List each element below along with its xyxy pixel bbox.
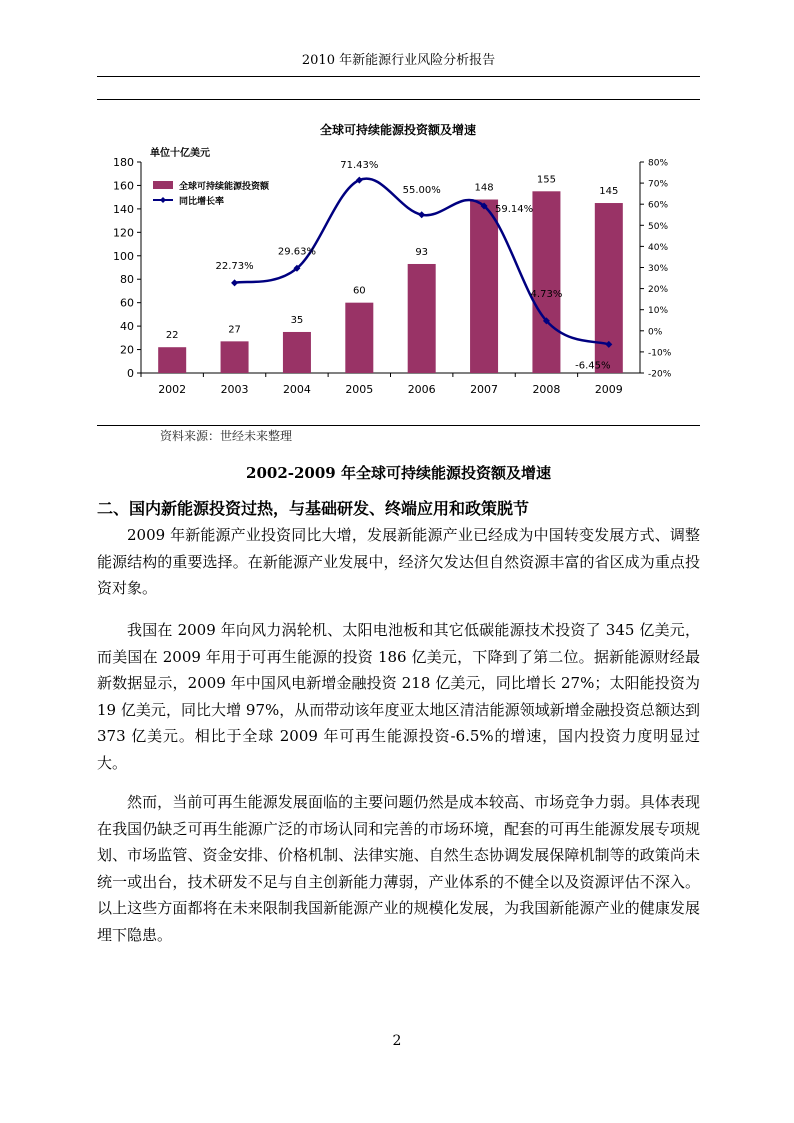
x-tick-label: 2004: [282, 383, 311, 396]
bar-value-label: 35: [290, 314, 304, 326]
x-tick-label: 2005: [345, 383, 374, 396]
bar-value-label: 93: [415, 246, 429, 258]
y-left-tick-label: 60: [120, 296, 134, 310]
bar-value-label: 155: [536, 174, 556, 186]
chart-unit-label: 单位十亿美元: [150, 148, 210, 159]
section-heading: 二、国内新能源投资过热，与基础研发、终端应用和政策脱节: [97, 499, 530, 518]
x-tick-label: 2006: [407, 383, 436, 396]
y-left-tick-label: 40: [120, 320, 134, 334]
bar: [345, 303, 373, 373]
y-left-tick-label: 80: [120, 273, 134, 287]
bar: [532, 191, 560, 373]
line-marker: [231, 279, 238, 286]
line-value-label: 4.73%: [530, 288, 563, 300]
bar-value-label: 148: [474, 182, 494, 194]
line-value-label: 59.14%: [494, 204, 534, 216]
y-left-tick-label: 20: [120, 343, 134, 357]
y-left-tick-label: 100: [113, 249, 134, 263]
chart-canvas: [97, 100, 700, 425]
bar: [470, 200, 498, 373]
bar: [221, 341, 249, 373]
line-value-label: -6.45%: [575, 360, 611, 372]
y-right-tick-label: 10%: [648, 306, 669, 317]
paragraph-1: 2009 年新能源产业投资同比大增，发展新能源产业已经成为中国转变发展方式、调整能源结构的重要选择。在新能源产业发展中，经济欠发达但自然资源丰富的省区成为重点投资对象。: [97, 526, 700, 597]
line-value-label: 55.00%: [402, 184, 441, 196]
y-left-tick-label: 180: [113, 156, 134, 169]
y-left-tick-label: 160: [113, 179, 134, 193]
bar-value-label: 27: [228, 324, 241, 336]
line-value-label: 29.63%: [277, 246, 317, 258]
y-right-tick-label: 70%: [648, 179, 669, 190]
x-tick-label: 2008: [532, 383, 561, 396]
page-header: [97, 54, 700, 77]
bar: [283, 332, 311, 373]
bar-value-label: 22: [165, 330, 179, 342]
y-right-tick-label: -20%: [648, 369, 672, 380]
legend-bar-swatch: [153, 181, 173, 189]
y-right-tick-label: 0%: [648, 327, 663, 338]
figure-caption: 2002-2009 年全球可持续能源投资额及增速: [246, 464, 551, 482]
chart-title: 全球可持续能源投资额及增速: [319, 123, 477, 137]
x-tick-label: 2003: [220, 383, 249, 396]
y-right-tick-label: 20%: [648, 285, 669, 296]
bar-value-label: 60: [352, 285, 366, 297]
legend-line-marker: [160, 197, 166, 203]
y-right-tick-label: 40%: [648, 242, 669, 253]
chart-legend: [153, 180, 270, 207]
y-right-tick-label: -10%: [648, 348, 672, 359]
y-right-tick-label: 80%: [648, 158, 669, 169]
page-number: 2: [392, 1033, 402, 1049]
y-right-tick-label: 30%: [648, 264, 669, 274]
bar: [408, 264, 436, 373]
y-right-tick-label: 50%: [648, 221, 669, 232]
line-value-label: 22.73%: [215, 260, 254, 272]
line-marker: [418, 211, 425, 218]
paragraph-3: 然而，当前可再生能源发展面临的主要问题仍然是成本较高、市场竞争力弱。具体表现在我国仍缺乏可再生能源广泛的市场认同和完善的市场环境，配套的可再生能源发展专项规划、市场监管、资金安排、价格机制、法律实施、自然生态协调发展保障机制等的政策尚未统一或出台，技术研发不足与自主创新能力薄弱，产业体系的不健全以及资源评估不深入。以上这些方面都将在未来限制我国新能源产业的规模化发展，为我国新能源产业的健康发展埋下隐患。: [97, 793, 700, 944]
y-left-tick-label: 0: [127, 367, 134, 380]
bar-value-label: 145: [599, 186, 619, 198]
report-title: 2010 年新能源行业风险分析报告: [301, 53, 496, 68]
legend-bar-label: 全球可持续能源投资额: [179, 182, 270, 192]
y-left-tick-label: 120: [113, 226, 134, 240]
paragraph-2: 我国在 2009 年向风力涡轮机、太阳电池板和其它低碳能源技术投资了 345 亿美元，而美国在 2009 年用于可再生能源的投资 186 亿美元，下降到了第二位。据新能源财经最新数据显示，2009 年中国风电新增金融投资 218 亿美元，同比增长 27%；太阳能投资为 19 亿美元，同比大增 97%，从而带动该年度亚太地区清洁能源领域新增金融投资总额达到 373 亿美元。相比于全球 2009 年可再生能源投资-6.5%的增速，国内投资力度明显过大。: [97, 621, 700, 772]
line-value-label: 71.43%: [340, 160, 379, 172]
source-note: 资料来源：世经未来整理: [160, 429, 293, 443]
bar: [158, 347, 186, 373]
legend-line-label: 同比增长率: [179, 197, 225, 207]
investment-chart: [97, 99, 700, 426]
x-tick-label: 2002: [158, 383, 187, 396]
y-left-tick-label: 140: [113, 202, 134, 216]
y-right-tick-label: 60%: [648, 200, 669, 211]
x-tick-label: 2007: [470, 383, 499, 396]
x-tick-label: 2009: [594, 383, 623, 396]
